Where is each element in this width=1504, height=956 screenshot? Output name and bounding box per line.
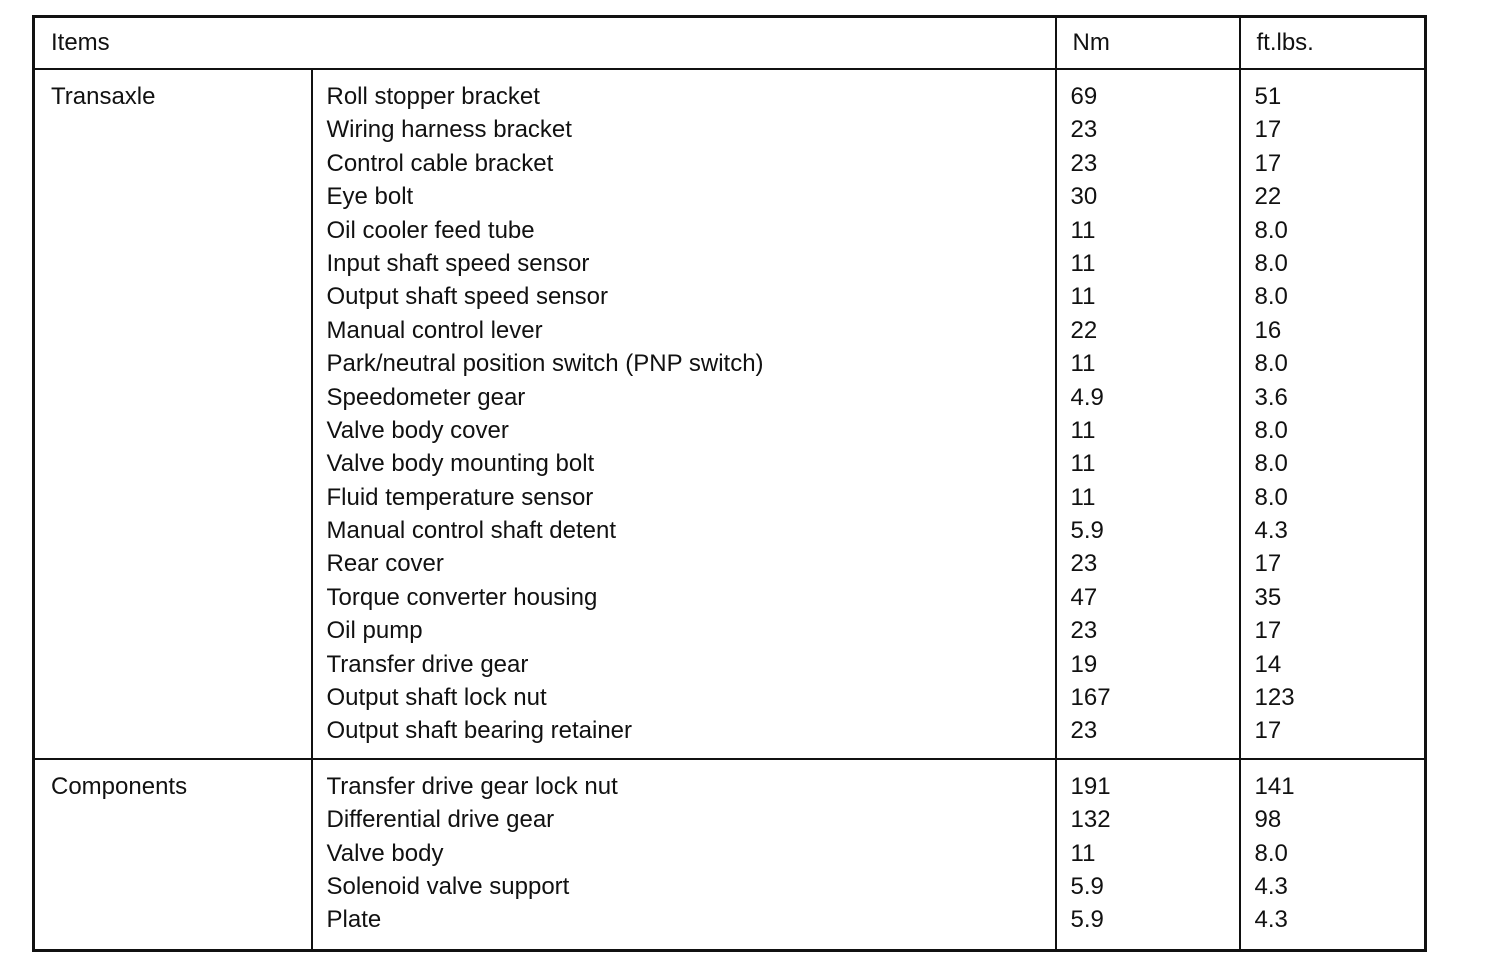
torque-ftlbs-value: 51: [1254, 83, 1282, 110]
torque-nm-value: 11: [1070, 283, 1096, 311]
item-name: Control cable bracket: [326, 149, 554, 177]
torque-ftlbs-value: 17: [1254, 717, 1282, 745]
torque-nm-value: 11: [1070, 216, 1096, 244]
item-column: [312, 759, 1056, 950]
torque-nm-value: 19: [1070, 650, 1098, 678]
header-ftlbs: ft.lbs.: [1240, 17, 1426, 70]
header-items: Items: [34, 17, 1056, 70]
item-name: Output shaft lock nut: [326, 684, 547, 712]
torque-ftlbs-value: 3.6: [1254, 383, 1288, 411]
item-name: Valve body: [326, 839, 444, 867]
nm-column: [1056, 759, 1240, 950]
torque-nm-value: 132: [1070, 806, 1111, 834]
torque-nm-value: 11: [1070, 416, 1096, 444]
item-name: Manual control lever: [326, 316, 543, 344]
header-nm: Nm: [1056, 17, 1240, 70]
torque-nm-value: 47: [1070, 583, 1098, 611]
ftlbs-list: [1241, 80, 1425, 748]
item-list: [313, 770, 1055, 937]
item-name: Input shaft speed sensor: [326, 249, 590, 277]
torque-ftlbs-value: 16: [1254, 316, 1282, 344]
torque-nm-value: 11: [1070, 450, 1096, 478]
group-label-cell: [34, 759, 312, 950]
item-name: Speedometer gear: [326, 383, 526, 411]
torque-nm-value: 11: [1070, 483, 1096, 511]
torque-nm-value: 11: [1070, 350, 1096, 378]
item-name: Oil cooler feed tube: [326, 216, 535, 244]
item-name: Torque converter housing: [326, 583, 598, 611]
item-name: Wiring harness bracket: [326, 116, 572, 144]
group-name-components: Components: [51, 772, 188, 800]
torque-ftlbs-value: 17: [1254, 116, 1282, 144]
torque-ftlbs-value: 8.0: [1254, 450, 1288, 478]
item-name: Roll stopper bracket: [326, 83, 540, 110]
item-name: Manual control shaft detent: [326, 517, 617, 545]
torque-ftlbs-value: 123: [1254, 684, 1295, 712]
torque-ftlbs-value: 8.0: [1254, 350, 1288, 378]
item-name: Eye bolt: [326, 183, 414, 211]
torque-ftlbs-value: 8.0: [1254, 483, 1288, 511]
torque-nm-value: 23: [1070, 116, 1098, 144]
group-label-cell: [34, 69, 312, 759]
group-name-transaxle: Transaxle: [51, 83, 156, 110]
item-name: Differential drive gear: [326, 806, 555, 834]
torque-ftlbs-value: 14: [1254, 650, 1282, 678]
torque-ftlbs-value: 35: [1254, 583, 1282, 611]
torque-nm-value: 167: [1070, 684, 1111, 712]
torque-ftlbs-value: 8.0: [1254, 283, 1288, 311]
nm-list: [1057, 80, 1239, 748]
torque-ftlbs-value: 4.3: [1254, 872, 1288, 900]
torque-ftlbs-value: 8.0: [1254, 416, 1288, 444]
item-name: Rear cover: [326, 550, 444, 578]
torque-nm-value: 11: [1070, 839, 1096, 867]
torque-ftlbs-value: 141: [1254, 772, 1295, 800]
torque-ftlbs-value: 8.0: [1254, 839, 1288, 867]
item-list: [313, 80, 1055, 748]
torque-ftlbs-value: 17: [1254, 617, 1282, 645]
group-components: [34, 759, 1426, 950]
torque-nm-value: 23: [1070, 717, 1098, 745]
torque-nm-value: 5.9: [1070, 872, 1104, 900]
torque-nm-value: 11: [1070, 249, 1096, 277]
torque-nm-value: 30: [1070, 183, 1098, 211]
torque-nm-value: 23: [1070, 149, 1098, 177]
ftlbs-list: [1241, 770, 1425, 937]
torque-nm-value: 23: [1070, 550, 1098, 578]
item-name: Fluid temperature sensor: [326, 483, 594, 511]
item-column: [312, 69, 1056, 759]
header-row: [34, 17, 1426, 70]
nm-list: [1057, 770, 1239, 937]
item-name: Valve body cover: [326, 416, 509, 444]
torque-nm-value: 23: [1070, 617, 1098, 645]
torque-nm-value: 191: [1070, 772, 1111, 800]
item-name: Transfer drive gear lock nut: [326, 772, 618, 800]
torque-ftlbs-value: 22: [1254, 183, 1282, 211]
torque-nm-value: 5.9: [1070, 906, 1104, 934]
item-name: Output shaft bearing retainer: [326, 717, 633, 745]
item-name: Transfer drive gear: [326, 650, 529, 678]
torque-ftlbs-value: 8.0: [1254, 249, 1288, 277]
ftlbs-column: [1240, 69, 1426, 759]
torque-specification-table: [32, 15, 1427, 952]
item-name: Output shaft speed sensor: [326, 283, 609, 311]
torque-nm-value: 5.9: [1070, 517, 1104, 545]
torque-ftlbs-value: 98: [1254, 806, 1282, 834]
torque-nm-value: 69: [1070, 83, 1098, 110]
torque-ftlbs-value: 4.3: [1254, 906, 1288, 934]
item-name: Oil pump: [326, 617, 423, 645]
nm-column: [1056, 69, 1240, 759]
item-name: Park/neutral position switch (PNP switch): [326, 350, 764, 378]
torque-ftlbs-value: 17: [1254, 550, 1282, 578]
torque-ftlbs-value: 4.3: [1254, 517, 1288, 545]
torque-nm-value: 4.9: [1070, 383, 1104, 411]
torque-nm-value: 22: [1070, 316, 1098, 344]
item-name: Plate: [326, 906, 382, 934]
item-name: Solenoid valve support: [326, 872, 570, 900]
torque-ftlbs-value: 17: [1254, 149, 1282, 177]
ftlbs-column: [1240, 759, 1426, 950]
item-name: Valve body mounting bolt: [326, 450, 595, 478]
torque-ftlbs-value: 8.0: [1254, 216, 1288, 244]
group-transaxle: [34, 69, 1426, 759]
